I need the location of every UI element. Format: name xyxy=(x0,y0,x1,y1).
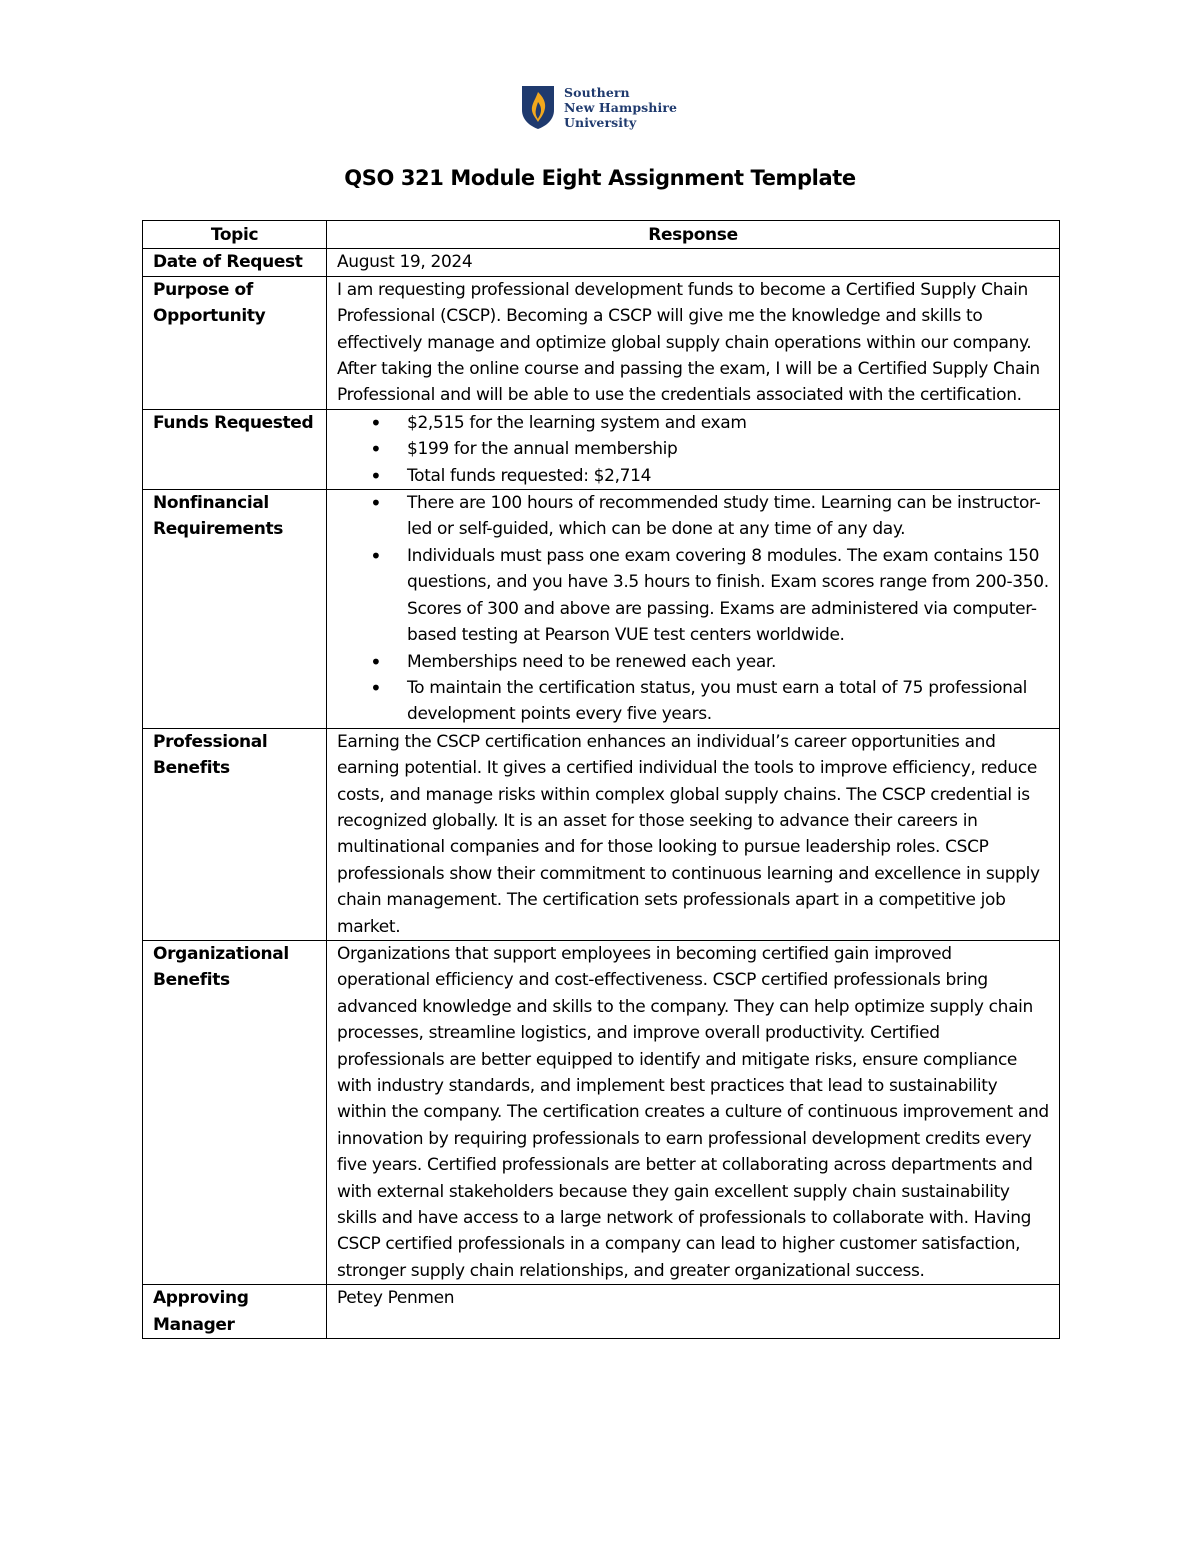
response-nonfinancial xyxy=(327,490,1060,729)
university-name xyxy=(564,85,677,130)
logo-line-2: New Hampshire xyxy=(564,99,678,115)
list-item: • There are 100 hours of recommended study time. Learning can be instructor-led or self-guided, which can be done at any time of any day. xyxy=(407,490,1049,543)
table-row-professional xyxy=(143,728,1060,940)
response-organizational: Organizations that support employees in becoming certified gain improved operational efficiency and cost-effectiveness. CSCP certified professionals bring advanced knowledge and skills to the company. They can help optimize supply chain processes, streamline logistics, and improve overall productivity. Certified professionals are better equipped to identify and mitigate risks, ensure compliance with industry standards, and implement best practices that lead to sustainability within the company. The certification creates a culture of continuous improvement and innovation by requiring professionals to earn professional development credits every five years. Certified professionals are better at collaborating across departments and with external stakeholders because they gain excellent supply chain sustainability skills and have access to a large network of professionals to collaborate with. Having CSCP certified professionals in a company can lead to higher customer satisfaction, stronger supply chain relationships, and greater organizational success. xyxy=(327,940,1060,1284)
logo-line-3: University xyxy=(564,114,637,130)
list-item: • Memberships need to be renewed each year. xyxy=(407,649,1049,675)
university-logo xyxy=(520,84,677,130)
topic-manager: Approving Manager xyxy=(143,1285,327,1339)
table-row-purpose xyxy=(143,276,1060,409)
table-row-manager xyxy=(143,1285,1060,1339)
list-item: • To maintain the certification status, you must earn a total of 75 professional development points every five years. xyxy=(407,675,1049,728)
response-purpose: I am requesting professional development funds to become a Certified Supply Chain Professional (CSCP). Becoming a CSCP will give me the knowledge and skills to effectively manage and optimize global supply chain operations within our company. After taking the online course and passing the exam, I will be a Certified Supply Chain Professional and will be able to use the credentials associated with the certification. xyxy=(327,276,1060,409)
table-row-nonfinancial xyxy=(143,490,1060,729)
assignment-table xyxy=(142,220,1060,1339)
topic-purpose: Purpose of Opportunity xyxy=(143,276,327,409)
header-response: Response xyxy=(327,221,1060,249)
topic-professional: Professional Benefits xyxy=(143,728,327,940)
topic-organizational: Organizational Benefits xyxy=(143,940,327,1284)
list-item: • $2,515 for the learning system and exam xyxy=(407,410,1049,436)
table-row-organizational xyxy=(143,940,1060,1284)
topic-date: Date of Request xyxy=(143,249,327,276)
response-date: August 19, 2024 xyxy=(327,249,1060,276)
list-item: • $199 for the annual membership xyxy=(407,436,1049,462)
flame-shield-icon xyxy=(520,84,556,130)
list-item: • Total funds requested: $2,714 xyxy=(407,463,1049,489)
funds-list xyxy=(337,410,1049,489)
nonfinancial-list xyxy=(337,490,1049,728)
table-row-funds xyxy=(143,409,1060,489)
response-manager: Petey Penmen xyxy=(327,1285,1060,1339)
list-item: • Individuals must pass one exam covering 8 modules. The exam contains 150 questions, and you have 3.5 hours to finish. Exam scores range from 200-350. Scores of 300 and above are passing. Exams are administered via computer-based testing at Pearson VUE test centers worldwide. xyxy=(407,543,1049,649)
topic-funds: Funds Requested xyxy=(143,409,327,489)
logo-line-1: Southern xyxy=(564,84,630,100)
response-professional: Earning the CSCP certification enhances an individual’s career opportunities and earning potential. It gives a certified individual the tools to improve efficiency, reduce costs, and manage risks within complex global supply chains. The CSCP credential is recognized globally. It is an asset for those seeking to advance their careers in multinational companies and for those looking to pursue leadership roles. CSCP professionals show their commitment to continuous learning and excellence in supply chain management. The certification sets professionals apart in a competitive job market. xyxy=(327,728,1060,940)
response-funds xyxy=(327,409,1060,489)
topic-nonfinancial: Nonfinancial Requirements xyxy=(143,490,327,729)
page-title: QSO 321 Module Eight Assignment Template xyxy=(344,166,856,190)
table-row-date xyxy=(143,249,1060,276)
header-topic: Topic xyxy=(143,221,327,249)
table-header-row xyxy=(143,221,1060,249)
